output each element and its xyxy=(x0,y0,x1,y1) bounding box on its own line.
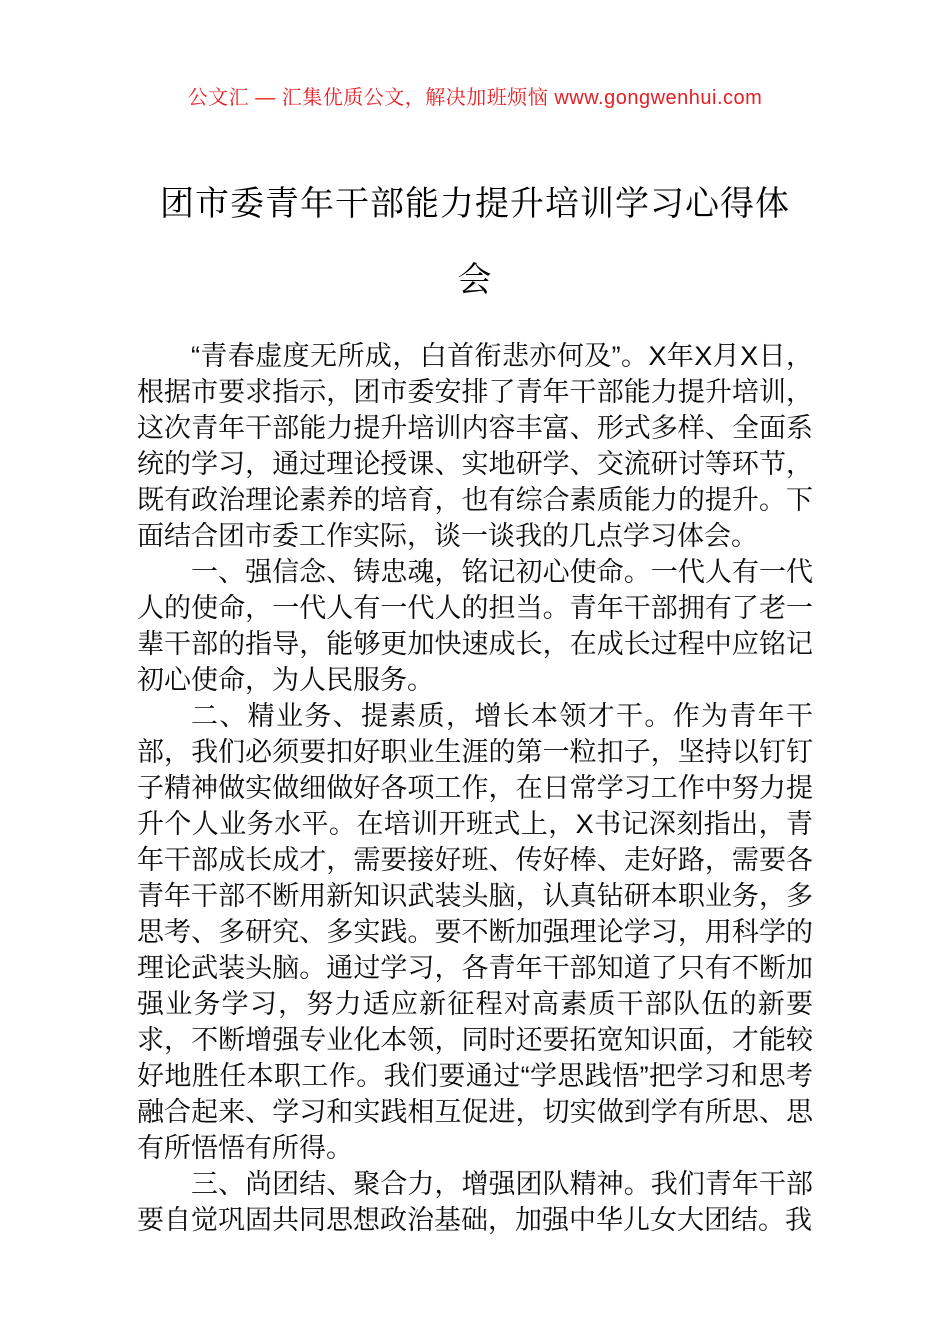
page-title: 团市委青年干部能力提升培训学习心得体会 xyxy=(160,185,790,299)
document-body xyxy=(137,338,813,1238)
paragraph-section-1: 一、强信念、铸忠魂，铭记初心使命。一代人有一代人的使命，一代人有一代人的担当。青年干部拥有了老一辈干部的指导，能够更加快速成长，在成长过程中应铭记初心使命，为人民服务。 xyxy=(137,557,813,695)
paragraph-intro: “青春虚度无所成，白首衔悲亦何及”。X年X月X日，根据市要求指示，团市委安排了青年干部能力提升培训，这次青年干部能力提升培训内容丰富、形式多样、全面系统的学习，通过理论授课、实地研学、交流研讨等环节，既有政治理论素养的培育，也有综合素质能力的提升。下面结合团市委工作实际，谈一谈我的几点学习体会。 xyxy=(137,341,813,551)
paragraph-section-2: 二、精业务、提素质，增长本领才干。作为青年干部，我们必须要扣好职业生涯的第一粒扣子，坚持以钉钉子精神做实做细做好各项工作，在日常学习工作中努力提升个人业务水平。在培训开班式上，X书记深刻指出，青年干部成长成才，需要接好班、传好棒、走好路，需要各青年干部不断用新知识武装头脑，认真钻研本职业务，多思考、多研究、多实践。要不断加强理论学习，用科学的理论武装头脑。通过学习，各青年干部知道了只有不断加强业务学习，努力适应新征程对高素质干部队伍的新要求，不断增强专业化本领，同时还要拓宽知识面，才能较好地胜任本职工作。我们要通过“学思践悟”把学习和思考融合起来、学习和实践相互促进，切实做到学有所思、思有所悟悟有所得。 xyxy=(137,701,813,1163)
paragraph-section-3: 三、尚团结、聚合力，增强团队精神。我们青年干部要自觉巩固共同思想政治基础，加强中华儿女大团结。我 xyxy=(137,1169,813,1235)
site-watermark: 公文汇 — 汇集优质公文，解决加班烦恼 www.gongwenhui.com xyxy=(187,87,763,109)
